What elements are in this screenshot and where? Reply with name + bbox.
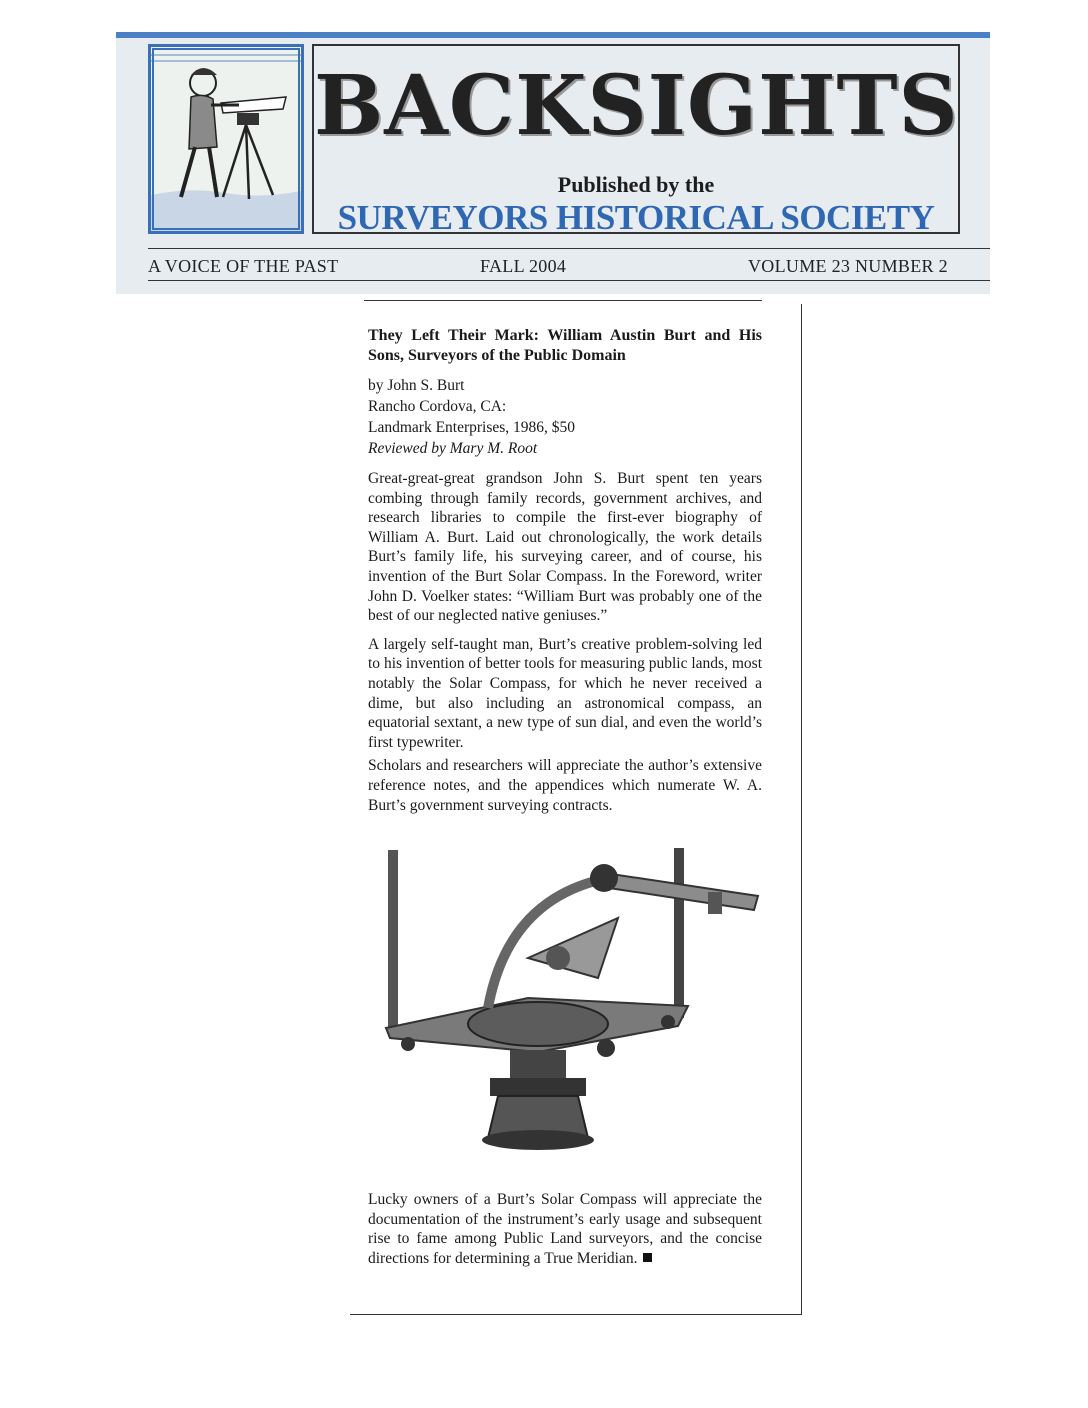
volume-number: VOLUME 23 NUMBER 2: [748, 256, 948, 276]
surveyor-woodcut-icon: [148, 44, 304, 234]
solar-compass-photo-icon: [378, 838, 770, 1156]
book-author: by John S. Burt: [368, 377, 465, 394]
masthead: [116, 32, 990, 294]
published-by-line: Published by the: [557, 172, 715, 197]
review-closing-paragraph: [368, 1190, 762, 1268]
review-paragraph: A largely self-taught man, Burt’s creative problem-solving led to his invention of better tools for measuring public lands, most notably the Solar Compass, for which he never received a dime, but also including an astronomical compass, an equatorial sextant, a new type of sun dial, and even the world’s first typewriter.: [368, 635, 762, 751]
tagline: A VOICE OF THE PAST: [148, 256, 339, 276]
masthead-lower-rule: [148, 280, 990, 281]
masthead-title-box: [312, 44, 960, 237]
book-publisher: Landmark Enterprises, 1986, $50: [368, 419, 576, 436]
masthead-top-rule: [116, 32, 990, 38]
newsletter-title: BACKSIGHTS: [314, 58, 959, 154]
issue-date: FALL 2004: [480, 256, 567, 276]
column-right-rule: [801, 304, 802, 1314]
masthead-upper-rule: [148, 248, 990, 249]
book-review: [368, 326, 762, 824]
society-name: SURVEYORS HISTORICAL SOCIETY: [337, 198, 935, 237]
reviewer-credit: Reviewed by Mary M. Root: [368, 440, 538, 457]
book-place: Rancho Cordova, CA:: [368, 398, 507, 415]
column-bottom-rule: [350, 1314, 802, 1315]
column-top-rule: [364, 300, 762, 301]
end-mark-icon: [643, 1253, 652, 1262]
closing-text: Lucky owners of a Burt’s Solar Compass will appreciate the documentation of the instrument’s early usage and subsequent rise to fame among Public Land surveyors, and the concise directions for determining a True Meridian.: [368, 1191, 762, 1267]
review-paragraph: Great-great-great grandson John S. Burt spent ten years combing through family records, government archives, and research libraries to compile the first-ever biography of William A. Burt. Laid out chronologically, the work details Burt’s family life, his surveying career, and of course, his invention of the Burt Solar Compass. In the Foreword, writer John D. Voelker states: “William Burt was probably one of the best of our neglected native geniuses.”: [368, 470, 762, 625]
review-paragraph: Scholars and researchers will appreciate the author’s extensive reference notes, and the appendices which numerate W. A. Burt’s government surveying contracts.: [368, 757, 762, 814]
book-title: They Left Their Mark: William Austin Burt and His Sons, Surveyors of the Public Domain: [368, 327, 762, 364]
